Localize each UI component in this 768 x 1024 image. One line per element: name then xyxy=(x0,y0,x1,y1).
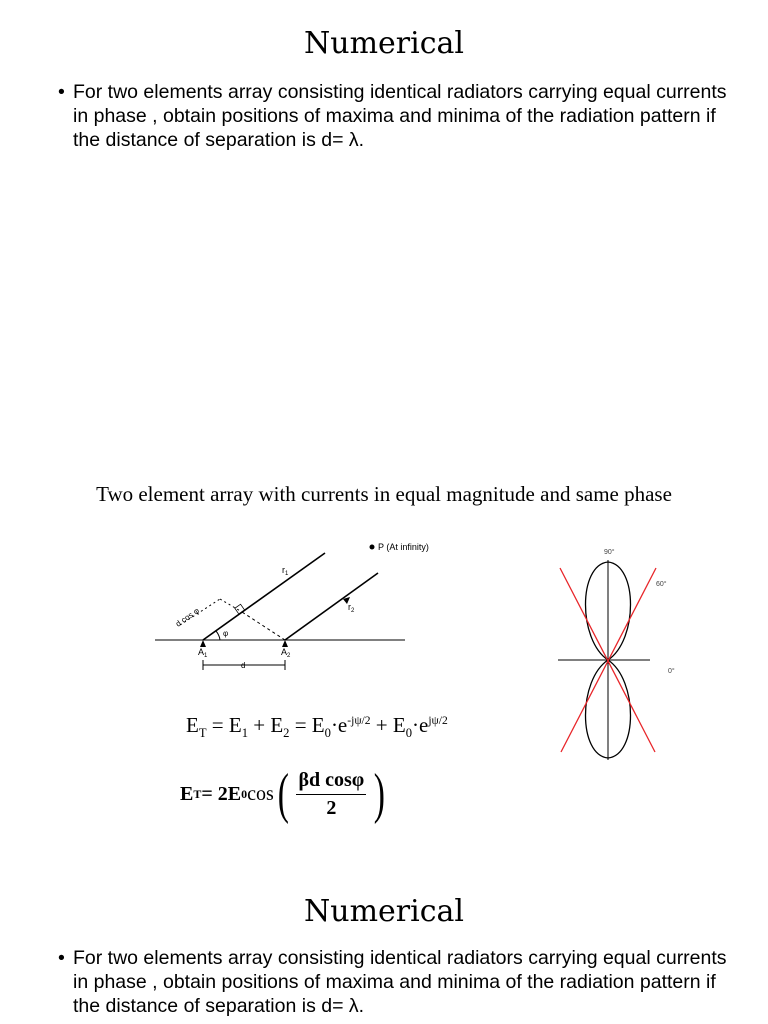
f2-lhs: E xyxy=(180,782,194,805)
point-p-label: P (At infinity) xyxy=(378,542,429,552)
f1-exp-b: ·e xyxy=(412,713,429,737)
a1-arrow-icon xyxy=(200,640,206,647)
f2-cos: cos xyxy=(247,782,274,805)
ray-r2 xyxy=(285,573,378,640)
f1-e1-sub: 1 xyxy=(241,726,248,741)
left-paren-icon: ( xyxy=(277,763,289,825)
r2-label: $r_2$ xyxy=(348,602,355,614)
d-label: d xyxy=(241,661,246,670)
ray-r1 xyxy=(203,553,325,640)
slide3-bullet-list xyxy=(58,946,738,1018)
f1-plus1: + E xyxy=(248,713,284,737)
f1-plus2: + E xyxy=(370,713,406,737)
deg-0-label: 0° xyxy=(668,668,675,675)
radiation-polar-pattern xyxy=(550,540,690,770)
a1-label: $A_1$ xyxy=(198,647,208,659)
f1-exp-b-sup: jψ/2 xyxy=(428,715,448,727)
f2-lhs-sub: T xyxy=(193,786,202,801)
slide1-title: Numerical xyxy=(304,26,464,61)
f2-mid-sub: 0 xyxy=(241,786,248,801)
slide1-bullet-text: For two elements array consisting identical radiators carrying equal currents in phase , obtain positions of maxima and minima of the radiation pattern if the distance of separation is d= λ. xyxy=(73,81,727,151)
slide1-bullet-item xyxy=(58,80,738,152)
bullet-dot-icon: • xyxy=(58,947,65,969)
f1-eq2: = E xyxy=(289,713,325,737)
f2-mid: = 2E xyxy=(201,782,242,805)
total-field-formula xyxy=(180,763,389,825)
slide2-caption: Two element array with currents in equal magnitude and same phase xyxy=(96,482,672,506)
f1-lhs: E xyxy=(186,713,199,737)
dcos-label: d cos φ xyxy=(173,606,201,629)
slide1-bullet-list xyxy=(58,80,738,152)
dashed-perpendicular xyxy=(242,612,285,640)
right-paren-icon: ) xyxy=(373,763,386,825)
f1-eq1: = E xyxy=(206,713,242,737)
a2-arrow-icon xyxy=(282,640,288,647)
f1-lhs-sub: T xyxy=(198,726,207,741)
f1-exp-a: ·e xyxy=(330,713,348,737)
f2-fraction xyxy=(296,769,366,820)
bullet-dot-icon: • xyxy=(58,81,65,103)
phi-angle-arc xyxy=(216,631,220,640)
field-sum-formula xyxy=(186,713,448,741)
f1-exp-a-sup: -jψ/2 xyxy=(347,715,371,727)
phi-label: φ xyxy=(223,629,229,638)
r1-label: $r_1$ xyxy=(282,565,289,577)
f1-e0-sub-a: 0 xyxy=(324,726,331,741)
f1-e0-sub-b: 0 xyxy=(405,726,412,741)
a2-label: $A_2$ xyxy=(281,647,291,659)
slide3-title: Numerical xyxy=(304,894,464,929)
slide3-bullet-text: For two elements array consisting identical radiators carrying equal currents in phase , obtain positions of maxima and minima of the radiation pattern if the distance of separation is d= λ. xyxy=(73,947,727,1017)
point-p-dot xyxy=(370,545,375,550)
two-element-array-diagram xyxy=(150,535,429,685)
deg-60-label: 60° xyxy=(656,581,667,588)
slide3-bullet-item xyxy=(58,946,738,1018)
f2-numerator: βd cosφ xyxy=(296,769,366,795)
f2-denominator: 2 xyxy=(326,796,337,819)
deg-90-label: 90° xyxy=(604,549,615,556)
f1-e2-sub: 2 xyxy=(283,726,290,741)
